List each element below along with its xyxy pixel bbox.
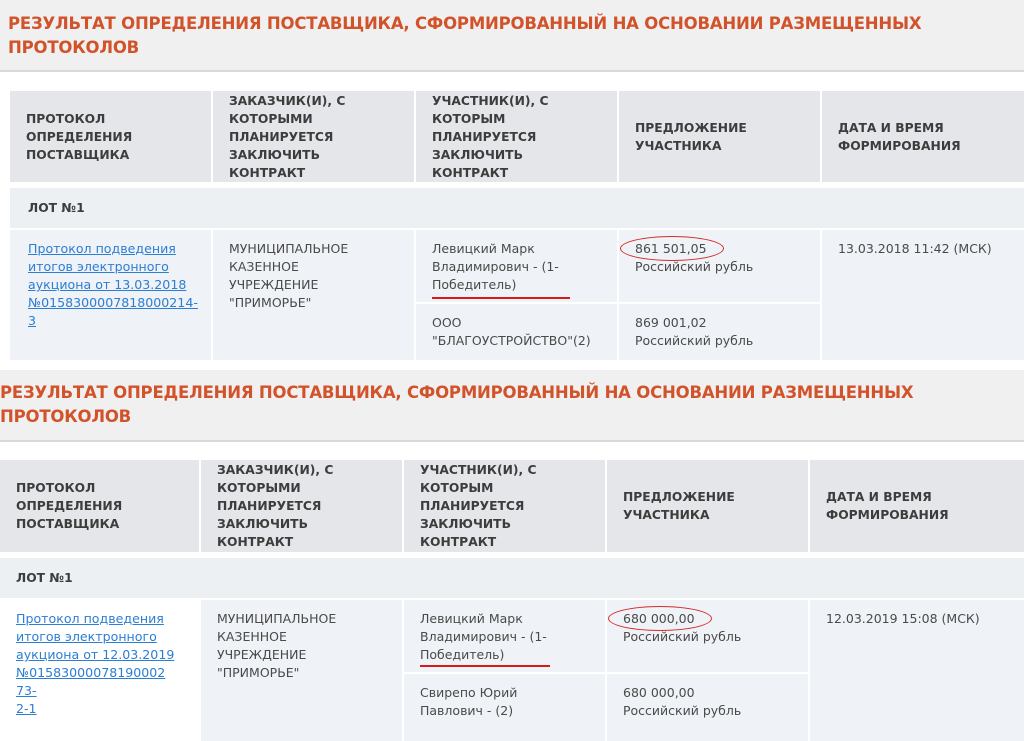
participant-cell-2: Свирепо Юрий Павлович - (2): [404, 674, 605, 741]
col-header-offer: ПРЕДЛОЖЕНИЕ УЧАСТНИКА: [607, 460, 808, 552]
winner-underline: [420, 665, 550, 667]
protocol-cell: [10, 230, 211, 360]
section-title: РЕЗУЛЬТАТ ОПРЕДЕЛЕНИЯ ПОСТАВЩИКА, СФОРМИРОВАННЫЙ НА ОСНОВАНИИ РАЗМЕЩЕННЫХ ПРОТОКОЛОВ: [0, 0, 1024, 72]
winner-underline: [432, 297, 570, 299]
date-cell: 12.03.2019 15:08 (МСК): [810, 600, 1024, 741]
amount-highlight-ellipse: [620, 236, 724, 261]
customer-cell: МУНИЦИПАЛЬНОЕ КАЗЕННОЕ УЧРЕЖДЕНИЕ "ПРИМОРЬЕ": [201, 600, 402, 741]
col-header-protocol: ПРОТОКОЛ ОПРЕДЕЛЕНИЯ ПОСТАВЩИКА: [0, 460, 199, 552]
protocol-cell: [0, 600, 199, 741]
col-header-participant: УЧАСТНИК(И), С КОТОРЫМ ПЛАНИРУЕТСЯ ЗАКЛЮЧИТЬ КОНТРАКТ: [416, 91, 617, 182]
date-cell: 13.03.2018 11:42 (МСК): [822, 230, 1024, 360]
lot-row: ЛОТ №1: [10, 188, 1024, 228]
col-header-protocol: ПРОТОКОЛ ОПРЕДЕЛЕНИЯ ПОСТАВЩИКА: [10, 91, 211, 182]
section-title: РЕЗУЛЬТАТ ОПРЕДЕЛЕНИЯ ПОСТАВЩИКА, СФОРМИРОВАННЫЙ НА ОСНОВАНИИ РАЗМЕЩЕННЫХ ПРОТОКОЛОВ: [0, 370, 1024, 442]
col-header-date: ДАТА И ВРЕМЯ ФОРМИРОВАНИЯ: [810, 460, 1024, 552]
col-header-customer: ЗАКАЗЧИК(И), С КОТОРЫМИ ПЛАНИРУЕТСЯ ЗАКЛЮЧИТЬ КОНТРАКТ: [201, 460, 402, 552]
participant-cell-2: ООО "БЛАГОУСТРОЙСТВО"(2): [416, 304, 617, 360]
col-header-participant: УЧАСТНИК(И), С КОТОРЫМ ПЛАНИРУЕТСЯ ЗАКЛЮЧИТЬ КОНТРАКТ: [404, 460, 605, 552]
customer-cell: МУНИЦИПАЛЬНОЕ КАЗЕННОЕ УЧРЕЖДЕНИЕ "ПРИМОРЬЕ": [213, 230, 414, 360]
protocol-link[interactable]: Протокол подведения итогов электронного аукциона от 12.03.2019 №01583000078190002​73- 2-1: [16, 611, 175, 716]
result-section-2019: [0, 370, 1024, 741]
col-header-customer: ЗАКАЗЧИК(И), С КОТОРЫМИ ПЛАНИРУЕТСЯ ЗАКЛЮЧИТЬ КОНТРАКТ: [213, 91, 414, 182]
col-header-date: ДАТА И ВРЕМЯ ФОРМИРОВАНИЯ: [822, 91, 1024, 182]
participant-cell-1: Левицкий Марк Владимирович - (1- Победитель): [404, 600, 605, 672]
amount-highlight-ellipse: [608, 606, 712, 631]
protocol-link[interactable]: Протокол подведения итогов электронного аукциона от 13.03.2018 №0158300007818000214-3: [28, 241, 198, 328]
participant-cell-1: Левицкий Марк Владимирович - (1- Победитель): [416, 230, 617, 302]
offer-cell-2: 869 001,02 Российский рубль: [619, 304, 820, 360]
col-header-offer: ПРЕДЛОЖЕНИЕ УЧАСТНИКА: [619, 91, 820, 182]
offer-cell-1: 680 000,00 Российский рубль: [607, 600, 808, 672]
result-section-2018: [0, 0, 1024, 370]
offer-cell-2: 680 000,00 Российский рубль: [607, 674, 808, 741]
offer-cell-1: 861 501,05 Российский рубль: [619, 230, 820, 302]
lot-row: ЛОТ №1: [0, 558, 1024, 598]
